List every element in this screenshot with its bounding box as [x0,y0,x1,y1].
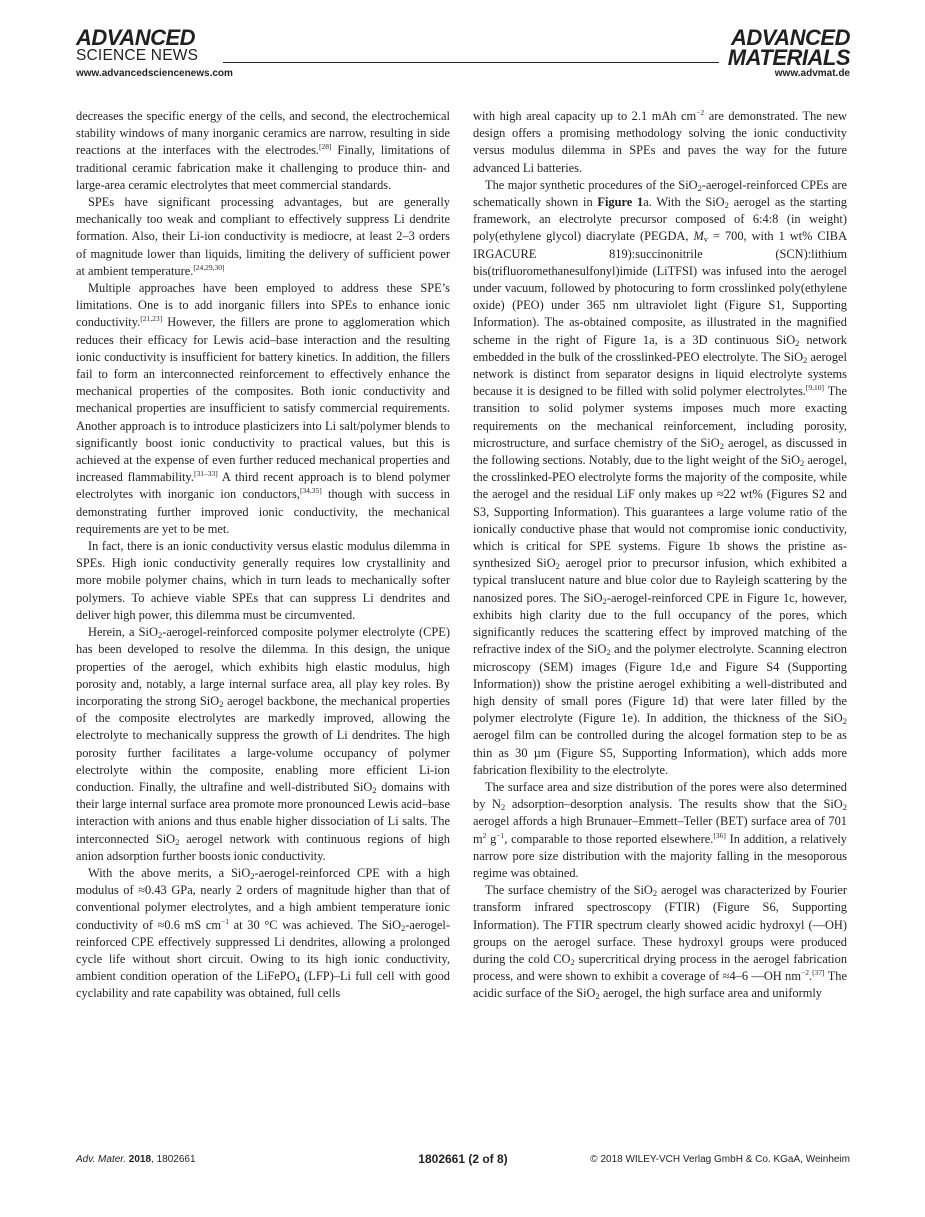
left-brand-line1: ADVANCED [76,25,196,50]
paragraph: decreases the specific energy of the cells, and second, the electrochemical stability windows of many inorganic ceramics are narrow, resulting in side reactions at the interfaces with the electrodes.[28] Finally, limitations of traditional ceramic fabrication make it challenging to produce thin- and large-area ceramic electrolytes that meet commercial standards. [76,109,450,192]
paragraph: Herein, a SiO$_2$-aerogel-reinforced composite polymer electrolyte (CPE) has been developed to resolve the dilemma. In this design, the unique properties of the aerogel, which exhibits high elastic modulus, high porosity and, notably, a large internal surface area, all play key roles. By incorporating the strong SiO$_2$ aerogel backbone, the mechanical properties of the composite electrolytes are markedly improved, allowing the electrolyte to mechanically suppress the growth of Li dendrites. The high porosity further facilitates a large-volume occupancy of polymer electrolyte within the composite, enabling more efficient Li-ion conduction. Finally, the ultrafine and well-distributed SiO$_2$ domains with their large internal surface area promote more pronounced Lewis acid–base interaction with anions and thus enable higher dissociation of Li salts. The interconnected SiO$_2$ aerogel network with continuous regions of high anion adsorption further boosts ionic conductivity. [76,625,450,863]
paragraph: SPEs have significant processing advantages, but are generally mechanically too weak and compliant to effectively suppress Li dendrite formation. Also, their Li-ion conductivity is mediocre, at least 2–3 orders of magnitude lower than liquids, limiting the delivery of sufficient power at ambient temperature.[24,29,30] [76,195,450,278]
right-url-link[interactable]: www.advmat.de [774,68,850,79]
page-footer [76,1152,850,1172]
page-header [76,26,850,86]
advanced-science-news-logo[interactable] [76,25,199,64]
footer-journal: Adv. Mater. [76,1154,127,1165]
paragraph: The surface chemistry of the SiO$_2$ aerogel was characterized by Fourier transform infrared spectroscopy (FTIR) (Figure S6, Supporting Information). The FTIR spectrum clearly showed acidic hydroxyl (—OH) groups on the aerogel surface. These hydroxyl groups were produced during the cold $CO_2$ supercritical drying process in the aerogel fabrication process, and were shown to exhibit a coverage of ≈4–6 —OH $nm^{-2}.[37]$ The acidic surface of the SiO$_2$ aerogel, the high surface area and uniformly [473,883,848,1002]
right-brand-line2: MATERIALS [727,45,850,70]
advanced-materials-logo[interactable] [727,25,850,70]
header-rule [223,62,719,63]
footer-page-number: 1802661 (2 of 8) [418,1152,508,1166]
left-url-link[interactable]: www.advancedsciencenews.com [76,68,233,79]
right-brand-line1: ADVANCED [730,25,850,50]
footer-year: 2018 [128,1154,152,1165]
paragraph: The surface area and size distribution of the pores were also determined by $N_2$ adsorption–desorption analysis. The results show that the SiO$_2$ aerogel affords a high Brunauer–Emmett–Teller (BET) surface area of 701 $m^2$ $g^{-1}$, comparable to those reported elsewhere.[36] In addition, a relatively narrow pore size distribution with the majority falling in the mesoporous regime was obtained. [473,779,847,880]
left-text-column [76,108,450,1003]
footer-citation: Adv. Mater. 2018, 1802661 [76,1154,196,1165]
left-brand-line2: SCIENCE NEWS [76,47,199,64]
right-text-column [473,108,847,1003]
paragraph: The major synthetic procedures of the SiO$_2$-aerogel-reinforced CPEs are schematically shown in Figure 1a. With the SiO$_2$ aerogel as the starting framework, an electrolyte precursor composed of 6:4:8 (in weight) poly(ethylene glycol) diacrylate (PEGDA, $M_v = 700$, with 1 wt% CIBA IRGACURE 819):succinonitrile (SCN):lithium bis(trifluoromethanesulfonyl)imide (LiTFSI) was infused into the aerogel under vacuum, followed by photocuring to form crosslinked poly(ethylene oxide) (PEO) under 365 nm ultraviolet light (Figure S1, Supporting Information). The as-obtained composite, as illustrated in the magnified scheme in the right of Figure 1a, is a 3D continuous SiO$_2$ network embedded in the bulk of the crosslinked-PEO electrolyte. The SiO$_2$ aerogel network is distinct from separator designs in liquid electrolyte systems because it is designed to be filled with solid polymer electrolytes.[9,10] The transition to solid polymer systems imposes much more exacting requirements on the mechanical reinforcement, including porosity, microstructure, and surface chemistry of the SiO$_2$ aerogel, as discussed in the following sections. Notably, due to the light weight of the SiO$_2$ aerogel, the crosslinked-PEO electrolyte forms the majority of the composite, while the aerogel and the residual LiF only makes up ≈22 wt% (Figures S2 and S3, Supporting Information). This guarantees a large volume ratio of the ionically conductive phase that would not compromise ionic conductivity, which is critical for SPE systems. Figure 1b shows the pristine as-synthesized SiO$_2$ aerogel prior to precursor infusion, which exhibited a typical translucent nature and blue color due to Rayleigh scattering by the nanosized pores. The SiO$_2$-aerogel-reinforced CPE in Figure 1c, however, exhibits high clarity due to the full occupancy of the pores, which significantly reduces the scattering effect by improved matching of the refractive index of the SiO$_2$ and the polymer electrolyte. Scanning electron microscopy (SEM) images (Figure 1d,e and Figure S4 (Supporting Information)) show the pristine aerogel exhibiting a well-distributed and high density of small pores (Figure 1d) that were later filled by the polymer electrolyte (Figure 1e). In addition, the thickness of the SiO$_2$ aerogel film can be controlled during the alcogel formation step to be as thin as 30 µm (Figure S5, Supporting Information), which adds more fabrication flexibility to the electrolyte. [473,177,848,777]
paragraph: In fact, there is an ionic conductivity versus elastic modulus dilemma in SPEs. High ionic conductivity generally requires low crystallinity and more mobile polymer chains, which in turn leads to mechanically softer polymers. To achieve viable SPEs that can suppress Li dendrites and deliver high power, this dilemma must be circumvented. [76,539,450,622]
footer-copyright: © 2018 WILEY-VCH Verlag GmbH & Co. KGaA, Weinheim [590,1154,850,1165]
footer-article-id: 1802661 [156,1154,196,1165]
paragraph: With the above merits, a SiO$_2$-aerogel-reinforced CPE with a high modulus of ≈0.43 GPa, nearly 2 orders of magnitude higher than that of conventional polymer electrolytes, and a high ambient temperature ionic conductivity of ≈0.6 mS $cm^{-1}$ at 30 °C was achieved. The SiO$_2$-aerogel-reinforced CPE effectively suppressed Li dendrites, allowing a prolonged cycle life without short circuit. Owing to its high ionic conductivity, ambient condition operation of the LiFePO$_4$ (LFP)–Li full cell with good cyclability and rate capability was obtained, full cells [76,865,450,1001]
paragraph: with high areal capacity up to 2.1 mAh $cm^{-2}$ are demonstrated. The new design offers a promising methodology solving the ionic conductivity versus modulus dilemma in SPEs and paves the way for the future advanced Li batteries. [473,108,847,175]
paragraph: Multiple approaches have been employed to address these SPE’s limitations. One is to add inorganic fillers into SPEs to enhance ionic conductivity.[21,23] However, the fillers are prone to agglomeration which reduces their efficacy for Lewis acid–base interaction and the resulting ionic conductivity is insufficient for battery kinetics. In addition, the fillers fail to form an interconnected reinforcement to effectively enhance the mechanical properties of the composites. Both ionic conductivity and mechanical properties are insufficient to satisfy commercial requirements. Another approach is to introduce plasticizers into Li salt/polymer blends to significantly boost ionic conductivity to practical values, but this is achieved at the expense of even further reduced mechanical properties and increased flammability.[31–33] A third recent approach is to blend polymer electrolytes with inorganic ion conductors,[34,35] though with success in demonstrating further improved ionic conductivity, the mechanical requirements are yet to be met. [76,281,450,536]
